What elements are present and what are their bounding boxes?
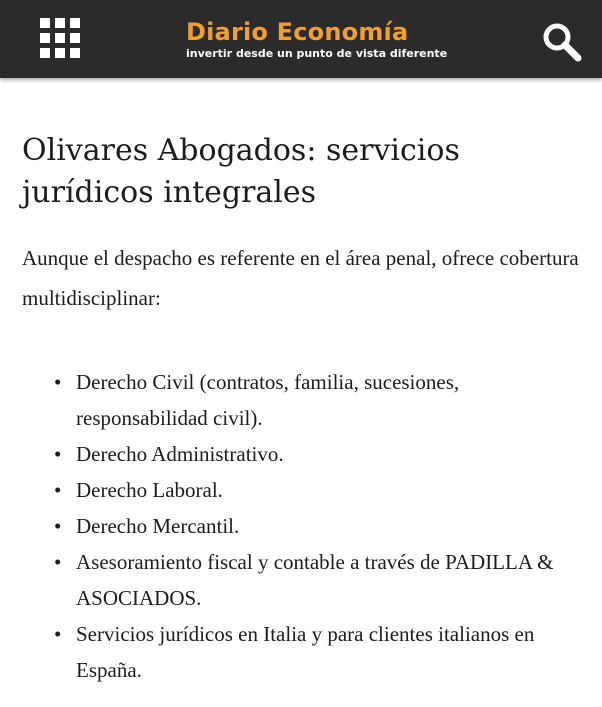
service-text: Asesoramiento fiscal y contable a través de PADILLA & ASOCIADOS. [76, 550, 554, 610]
services-list [22, 364, 582, 688]
brand-title: Diario Economía [186, 18, 409, 46]
bullet-icon: • [54, 622, 62, 646]
menu-dot [40, 48, 50, 58]
service-text: Derecho Mercantil. [76, 514, 240, 538]
service-text: Servicios jurídicos en Italia y para clientes italianos en España. [76, 622, 535, 682]
site-header [0, 0, 602, 78]
site-logo[interactable] [186, 18, 448, 60]
bullet-icon: • [54, 478, 62, 502]
article-body [22, 130, 582, 688]
list-item [54, 544, 582, 616]
menu-dot [70, 48, 80, 58]
service-text: Derecho Administrativo. [76, 442, 284, 466]
bullet-icon: • [54, 514, 62, 538]
article-title: Olivares Abogados: servicios jurídicos integrales [22, 133, 460, 210]
menu-dot [40, 18, 50, 28]
menu-dot [55, 48, 65, 58]
service-text: Derecho Laboral. [76, 478, 223, 502]
list-item [54, 472, 582, 508]
bullet-icon: • [54, 550, 62, 574]
menu-dot [55, 33, 65, 43]
list-item [54, 508, 582, 544]
grid-menu-icon[interactable] [40, 18, 80, 58]
menu-dot [70, 33, 80, 43]
menu-dot [70, 18, 80, 28]
brand-tagline: invertir desde un punto de vista diferente [186, 47, 448, 60]
search-icon[interactable] [542, 22, 582, 62]
article-intro: Aunque el despacho es referente en el área penal, ofrece cobertura multidisciplinar: [22, 246, 579, 310]
menu-dot [40, 33, 50, 43]
list-item [54, 436, 582, 472]
bullet-icon: • [54, 442, 62, 466]
menu-dot [55, 18, 65, 28]
list-item [54, 616, 582, 688]
service-text: Derecho Civil (contratos, familia, sucesiones, responsabilidad civil). [76, 370, 460, 430]
list-item [54, 364, 582, 436]
bullet-icon: • [54, 370, 62, 394]
